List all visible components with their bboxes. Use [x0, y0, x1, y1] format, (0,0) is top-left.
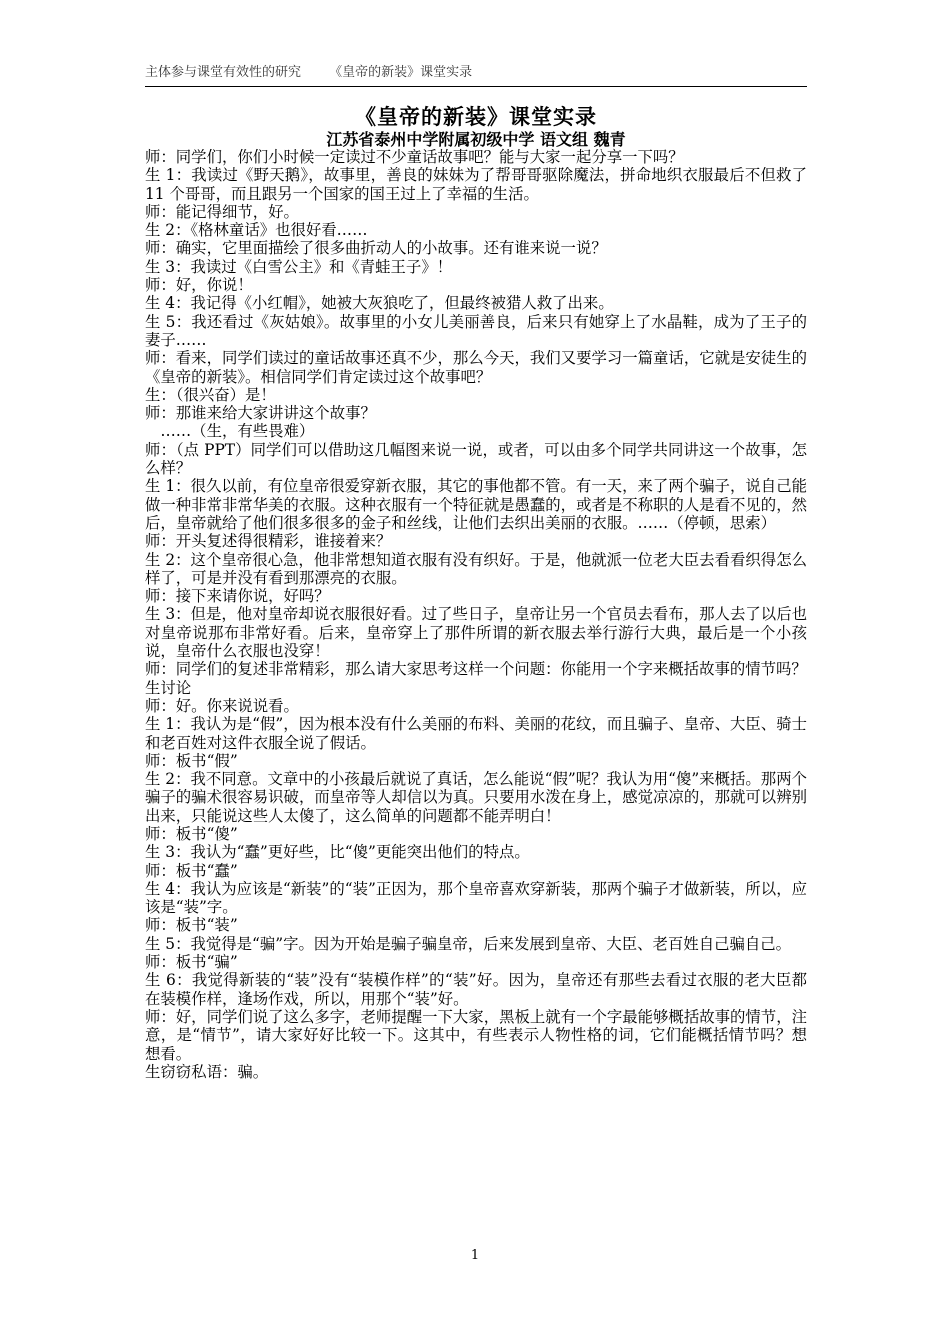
transcript-paragraph: 师：那谁来给大家讲讲这个故事？ — [145, 404, 376, 423]
document-title: 《皇帝的新装》课堂实录 — [355, 104, 597, 129]
document-author: 江苏省泰州中学附属初级中学 语文组 魏青 — [326, 130, 626, 149]
page-number: 1 — [470, 1248, 480, 1263]
transcript-paragraph: 生 3：但是，他对皇帝却说衣服很好看。过了些日子，皇帝让另一个官员去看布，那人去了以后也对皇帝说那布非常好看。后来，皇帝穿上了那件所谓的新衣服去举行游行大典，最后是一个小孩说，皇帝什么衣服也没穿！ — [145, 605, 807, 661]
transcript-paragraph: 生 5：我还看过《灰姑娘》。故事里的小女儿美丽善良，后来只有她穿上了水晶鞋，成为了王子的妻子…… — [145, 312, 807, 349]
transcript-paragraph: 生 2：我不同意。文章中的小孩最后就说了真话，怎么能说“假”呢？我认为用“傻”来概括。那两个骗子的骗术很容易识破，而皇帝等人却信以为真。只要用水泼在身上，感觉凉凉的，那就可以辨别出来，只能说这些人太傻了，这么简单的问题都不能弄明白！ — [145, 770, 807, 825]
transcript-paragraph: 师：接下来请你说，好吗？ — [145, 587, 330, 606]
transcript-paragraph: 师：同学们的复述非常精彩，那么请大家思考这样一个问题：你能用一个字来概括故事的情节吗？ — [145, 660, 807, 679]
transcript-paragraph: 师：同学们，你们小时候一定读过不少童话故事吧？能与大家一起分享一下吗？ — [145, 148, 684, 166]
transcript-paragraph: 生窃窃私语：骗。 — [145, 1062, 269, 1081]
transcript-paragraph: 生 4：我记得《小红帽》，她被大灰狼吃了，但最终被猎人救了出来。 — [145, 294, 614, 313]
transcript-paragraph: 生 1：我读过《野天鹅》，故事里，善良的妹妹为了帮哥哥驱除魔法，拼命地织衣服最后不但救了 11 个哥哥，而且跟另一个国家的国王过上了幸福的生活。 — [145, 166, 807, 203]
transcript-paragraph: ……（生，有些畏难） — [145, 422, 315, 441]
transcript-paragraph: 师：板书“假” — [145, 751, 238, 770]
header-right: 《皇帝的新装》课堂实录 — [329, 65, 473, 80]
transcript-paragraph: 师：能记得细节，好。 — [145, 202, 299, 221]
transcript-paragraph: 生 6：我觉得新装的“装”没有“装模作样”的“装”好。因为，皇帝还有那些去看过衣服的老大臣都在装模作样，逢场作戏，所以，用那个“装”好。 — [145, 971, 807, 1008]
transcript-paragraph: 生 5：我觉得是“骗”字。因为开始是骗子骗皇帝，后来发展到皇帝、大臣、老百姓自己骗自己。 — [145, 934, 792, 953]
transcript-body — [145, 148, 807, 1081]
transcript-paragraph: 师：好，同学们说了这么多字，老师提醒一下大家，黑板上就有一个字最能够概括故事的情节，注意，是“情节”，请大家好好比较一下。这其中，有些表示人物性格的词，它们能概括情节吗？想想看。 — [145, 1007, 807, 1063]
transcript-paragraph: 师：好。你来说说看。 — [145, 696, 299, 715]
transcript-paragraph: 师：开头复述得很精彩，谁接着来？ — [145, 532, 392, 551]
transcript-paragraph: 师：确实，它里面描绘了很多曲折动人的小故事。还有谁来说一说？ — [145, 239, 607, 258]
transcript-paragraph: 师：好，你说！ — [145, 276, 253, 295]
transcript-paragraph: 生 1：很久以前，有位皇帝很爱穿新衣服，其它的事他都不管。有一天，来了两个骗子，说自己能做一种非常非常华美的衣服。这种衣服有一个特征就是愚蠢的，或者是不称职的人是看不见的，然后，皇帝就给了他们很多很多的金子和丝线，让他们去织出美丽的衣服。……（停顿，思索） — [145, 477, 807, 532]
title-block — [145, 104, 807, 150]
transcript-paragraph: 生 4：我认为应该是“新装”的“装”正因为，那个皇帝喜欢穿新装，那两个骗子才做新装，所以，应该是“装”字。 — [145, 879, 807, 917]
transcript-paragraph: 生 2：这个皇帝很心急，他非常想知道衣服有没有织好。于是，他就派一位老大臣去看看织得怎么样了，可是并没有看到那漂亮的衣服。 — [145, 550, 807, 587]
transcript-paragraph: 生讨论 — [145, 678, 192, 697]
transcript-paragraph: 生 2：《格林童话》也很好看…… — [145, 221, 368, 240]
transcript-paragraph: 师：看来，同学们读过的童话故事还真不少，那么今天，我们又要学习一篇童话，它就是安徒生的《皇帝的新装》。相信同学们肯定读过这个故事吧？ — [145, 349, 807, 386]
header-left: 主体参与课堂有效性的研究 — [145, 65, 302, 80]
transcript-paragraph: 生 1：我认为是“假”，因为根本没有什么美丽的布料、美丽的花纹，而且骗子、皇帝、大臣、骑士和老百姓对这件衣服全说了假话。 — [145, 715, 807, 752]
transcript-paragraph: 生 3：我读过《白雪公主》和《青蛙王子》！ — [145, 257, 453, 276]
transcript-paragraph: 师：板书“蠢” — [145, 861, 238, 880]
transcript-paragraph: 师：（点 PPT）同学们可以借助这几幅图来说一说，或者，可以由多个同学共同讲这一个故事，怎么样？ — [145, 440, 807, 478]
transcript-paragraph: 生：（很兴奋）是！ — [145, 385, 276, 404]
transcript-paragraph: 师：板书“装” — [145, 916, 238, 935]
transcript-paragraph: 师：板书“骗” — [145, 953, 238, 972]
page-header — [145, 64, 807, 87]
transcript-paragraph: 生 3：我认为“蠢”更好些，比“傻”更能突出他们的特点。 — [145, 843, 530, 862]
transcript-paragraph: 师：板书“傻” — [145, 824, 238, 843]
